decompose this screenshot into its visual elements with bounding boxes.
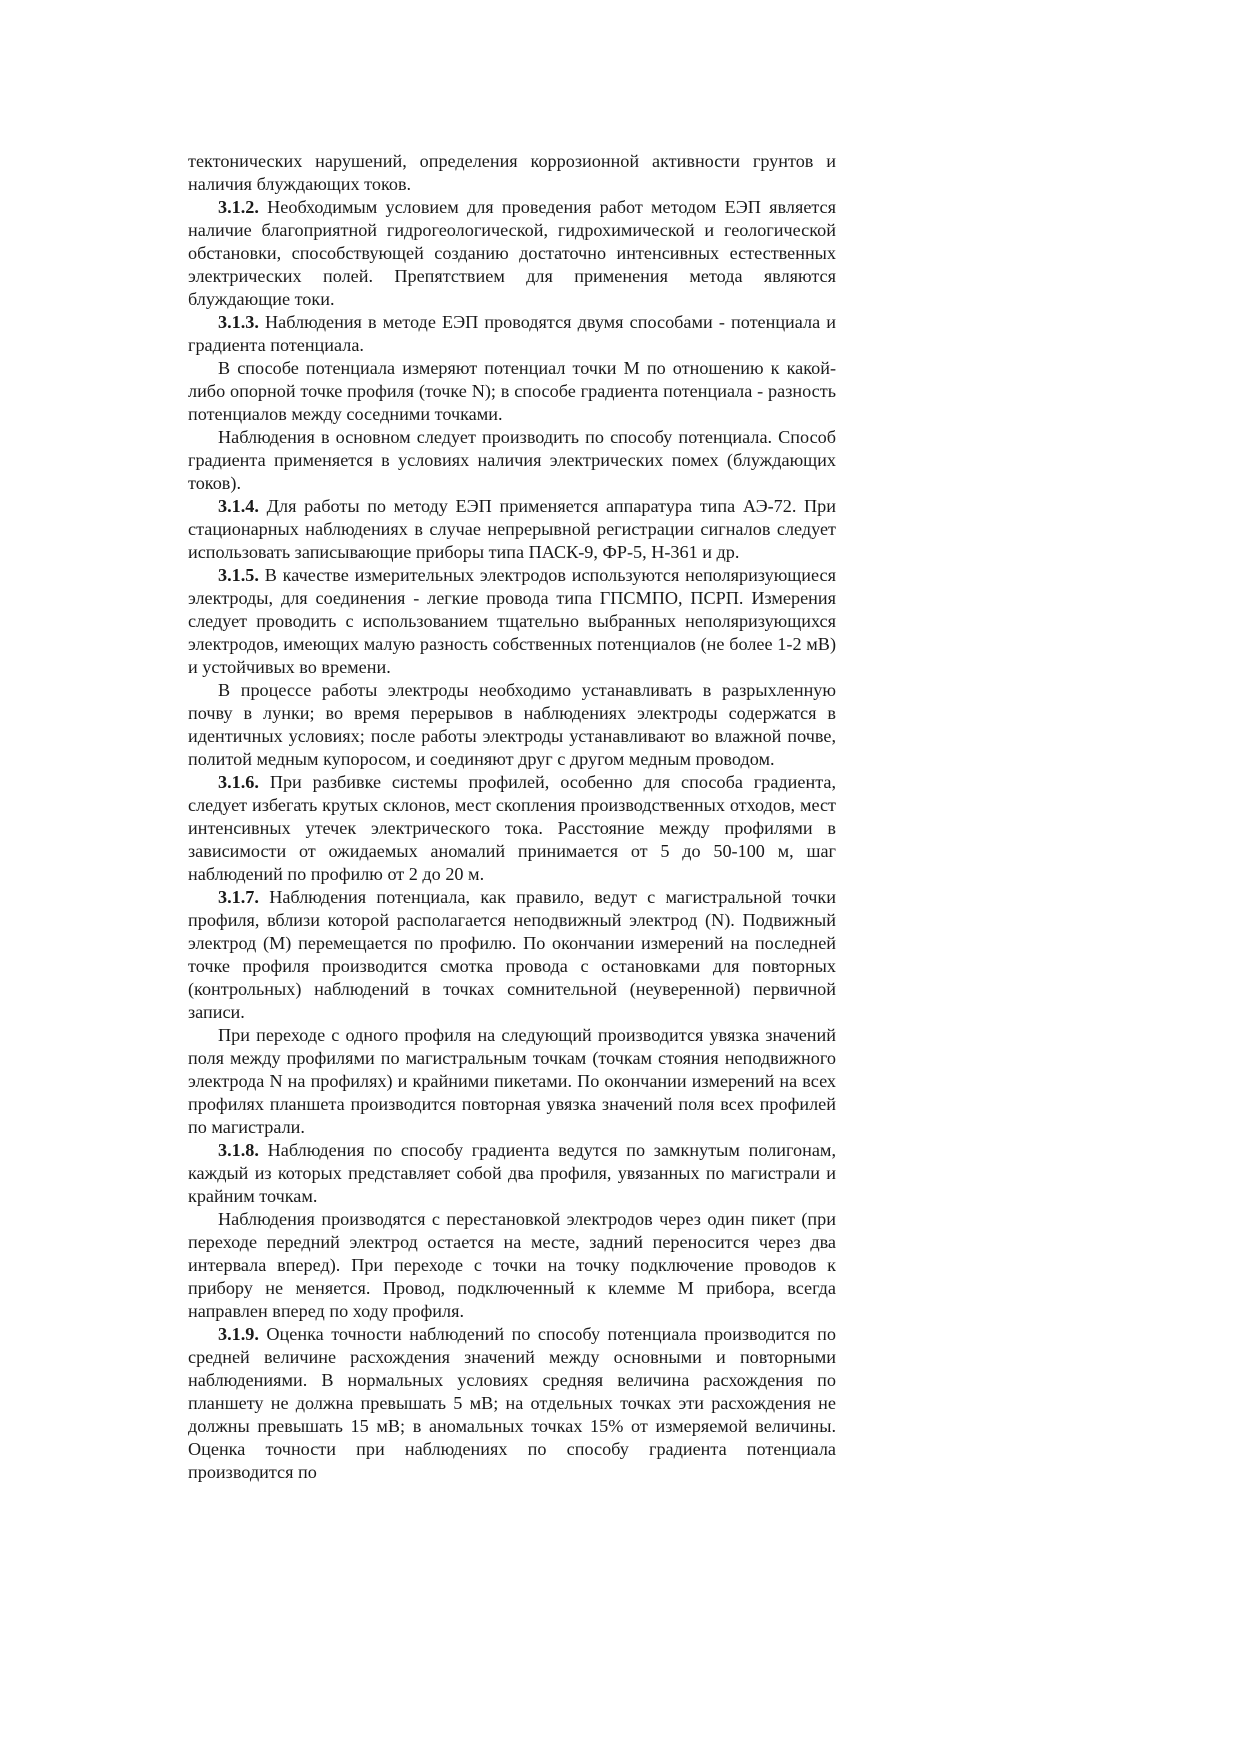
- paragraph-3-1-8: [188, 1139, 836, 1208]
- paragraph-electrode-rearrangement: [188, 1208, 836, 1323]
- paragraph-text: В способе потенциала измеряют потенциал точки М по отношению к какой-либо опорной точке профиля (точке N); в способе градиента потенциала - разность потенциалов между соседними точками.: [188, 358, 836, 424]
- section-number: 3.1.6.: [218, 772, 259, 792]
- paragraph-3-1-4: [188, 495, 836, 564]
- paragraph-3-1-2: [188, 196, 836, 311]
- paragraph-text: В качестве измерительных электродов используются неполяризующиеся электроды, для соединения - легкие провода типа ГПСМПО, ПСРП. Измерения следует проводить с использованием тщательно выбранных неполяризующихся электродов, имеющих малую разность собственных потенциалов (не более 1-2 мВ) и устойчивых во времени.: [188, 565, 836, 677]
- paragraph-text: Наблюдения в методе ЕЭП проводятся двумя способами - потенциала и градиента потенциала.: [188, 312, 836, 355]
- paragraph-observations-basic: [188, 426, 836, 495]
- paragraph-text: Наблюдения потенциала, как правило, ведут с магистральной точки профиля, вблизи которой располагается неподвижный электрод (N). Подвижный электрод (М) перемещается по профилю. По окончании измерений на последней точке профиля производится смотка провода с остановками для повторных (контрольных) наблюдений в точках сомнительной (неуверенной) первичной записи.: [188, 887, 836, 1022]
- paragraph-text: Наблюдения производятся с перестановкой электродов через один пикет (при переходе передний электрод остается на месте, задний переносится через два интервала вперед). При переходе с точки на точку подключение проводов к прибору не меняется. Провод, подключенный к клемме М прибора, всегда направлен вперед по ходу профиля.: [188, 1209, 836, 1321]
- paragraph-continuation: [188, 150, 836, 196]
- paragraph-potential-method: [188, 357, 836, 426]
- paragraph-text: Для работы по методу ЕЭП применяется аппаратура типа АЭ-72. При стационарных наблюдениях в случае непрерывной регистрации сигналов следует использовать записывающие приборы типа ПАСК-9, ФР-5, Н-361 и др.: [188, 496, 836, 562]
- paragraph-text: В процессе работы электроды необходимо устанавливать в разрыхленную почву в лунки; во время перерывов в наблюдениях электроды содержатся в идентичных условиях; после работы электроды устанавливают во влажной почве, политой медным купоросом, и соединяют друг с другом медным проводом.: [188, 680, 836, 769]
- paragraph-3-1-9: [188, 1323, 836, 1484]
- section-number: 3.1.5.: [218, 565, 259, 585]
- document-page: [188, 150, 836, 1484]
- paragraph-3-1-3: [188, 311, 836, 357]
- paragraph-text: Наблюдения в основном следует производить по способу потенциала. Способ градиента применяется в условиях наличия электрических помех (блуждающих токов).: [188, 427, 836, 493]
- section-number: 3.1.4.: [218, 496, 259, 516]
- paragraph-3-1-7: [188, 886, 836, 1024]
- paragraph-text: тектонических нарушений, определения коррозионной активности грунтов и наличия блуждающих токов.: [188, 151, 836, 194]
- section-number: 3.1.2.: [218, 197, 259, 217]
- paragraph-text: Оценка точности наблюдений по способу потенциала производится по средней величине расхождения значений между основными и повторными наблюдениями. В нормальных условиях средняя величина расхождения по планшету не должна превышать 5 мВ; на отдельных точках эти расхождения не должны превышать 15 мВ; в аномальных точках 15% от измеряемой величины. Оценка точности при наблюдениях по способу градиента потенциала производится по: [188, 1324, 836, 1482]
- section-number: 3.1.3.: [218, 312, 259, 332]
- section-number: 3.1.9.: [218, 1324, 259, 1344]
- section-number: 3.1.8.: [218, 1140, 259, 1160]
- paragraph-text: Наблюдения по способу градиента ведутся по замкнутым полигонам, каждый из которых представляет собой два профиля, увязанных по магистрали и крайним точкам.: [188, 1140, 836, 1206]
- paragraph-text: При переходе с одного профиля на следующий производится увязка значений поля между профилями по магистральным точкам (точкам стояния неподвижного электрода N на профилях) и крайними пикетами. По окончании измерений на всех профилях планшета производится повторная увязка значений поля всех профилей по магистрали.: [188, 1025, 836, 1137]
- section-number: 3.1.7.: [218, 887, 259, 907]
- paragraph-text: Необходимым условием для проведения работ методом ЕЭП является наличие благоприятной гидрогеологической, гидрохимической и геологической обстановки, способствующей созданию достаточно интенсивных естественных электрических полей. Препятствием для применения метода являются блуждающие токи.: [188, 197, 836, 309]
- paragraph-text: При разбивке системы профилей, особенно для способа градиента, следует избегать крутых склонов, мест скопления производственных отходов, мест интенсивных утечек электрического тока. Расстояние между профилями в зависимости от ожидаемых аномалий принимается от 5 до 50-100 м, шаг наблюдений по профилю от 2 до 20 м.: [188, 772, 836, 884]
- paragraph-profile-transition: [188, 1024, 836, 1139]
- paragraph-3-1-5: [188, 564, 836, 679]
- paragraph-electrodes-handling: [188, 679, 836, 771]
- paragraph-3-1-6: [188, 771, 836, 886]
